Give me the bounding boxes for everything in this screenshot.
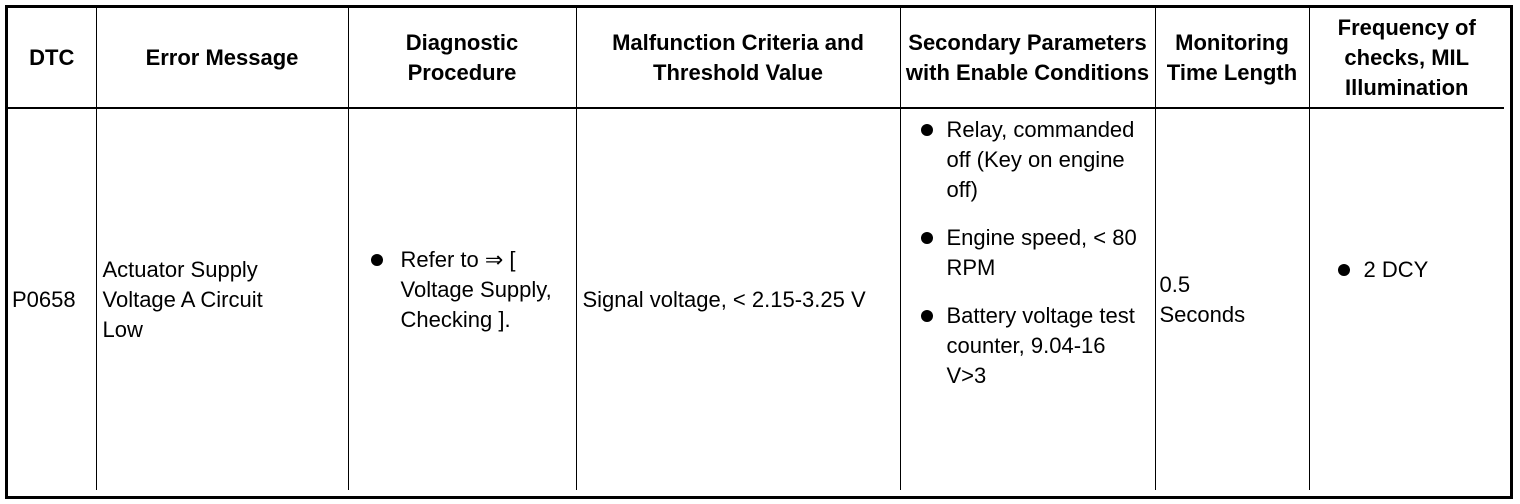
dtc-table bbox=[8, 8, 1504, 490]
header-frequency: Frequency of checks, MIL Illumination bbox=[1309, 8, 1504, 108]
bullet-icon bbox=[921, 124, 933, 136]
header-row bbox=[8, 8, 1504, 108]
header-diagnostic-procedure: Diagnostic Procedure bbox=[348, 8, 576, 108]
list-item bbox=[907, 115, 1141, 205]
secondary-param-text: Relay, commanded off (Key on engine off) bbox=[946, 117, 1135, 202]
list-item bbox=[907, 301, 1141, 391]
header-secondary-parameters: Secondary Parameters with Enable Conditions bbox=[900, 8, 1155, 108]
list-item bbox=[1316, 255, 1499, 285]
secondary-param-text: Engine speed, < 80 RPM bbox=[946, 225, 1137, 280]
list-item bbox=[355, 245, 556, 335]
cell-diagnostic-procedure bbox=[348, 108, 576, 490]
cell-malfunction-criteria: Signal voltage, < 2.15-3.25 V bbox=[576, 108, 900, 490]
secondary-param-text: Battery voltage test counter, 9.04-16 V>3 bbox=[946, 303, 1135, 388]
bullet-icon bbox=[1338, 264, 1350, 276]
cell-dtc-code: P0658 bbox=[8, 108, 96, 490]
bullet-icon bbox=[371, 254, 383, 266]
bullet-icon bbox=[921, 232, 933, 244]
cell-monitoring-time: 0.5 Seconds bbox=[1155, 108, 1309, 490]
cell-error-message: Actuator Supply Voltage A Circuit Low bbox=[96, 108, 348, 490]
header-monitoring-time: Monitoring Time Length bbox=[1155, 8, 1309, 108]
procedure-link-text[interactable]: Refer to ⇒ [ Voltage Supply, Checking ]. bbox=[400, 246, 552, 332]
table-row bbox=[8, 108, 1504, 490]
header-malfunction-criteria: Malfunction Criteria and Threshold Value bbox=[576, 8, 900, 108]
header-error-message: Error Message bbox=[96, 8, 348, 108]
cell-frequency bbox=[1309, 108, 1504, 490]
list-item bbox=[907, 223, 1141, 283]
cell-secondary-parameters bbox=[900, 108, 1155, 490]
frequency-text: 2 DCY bbox=[1363, 257, 1429, 282]
bullet-icon bbox=[921, 310, 933, 322]
header-dtc: DTC bbox=[8, 8, 96, 108]
